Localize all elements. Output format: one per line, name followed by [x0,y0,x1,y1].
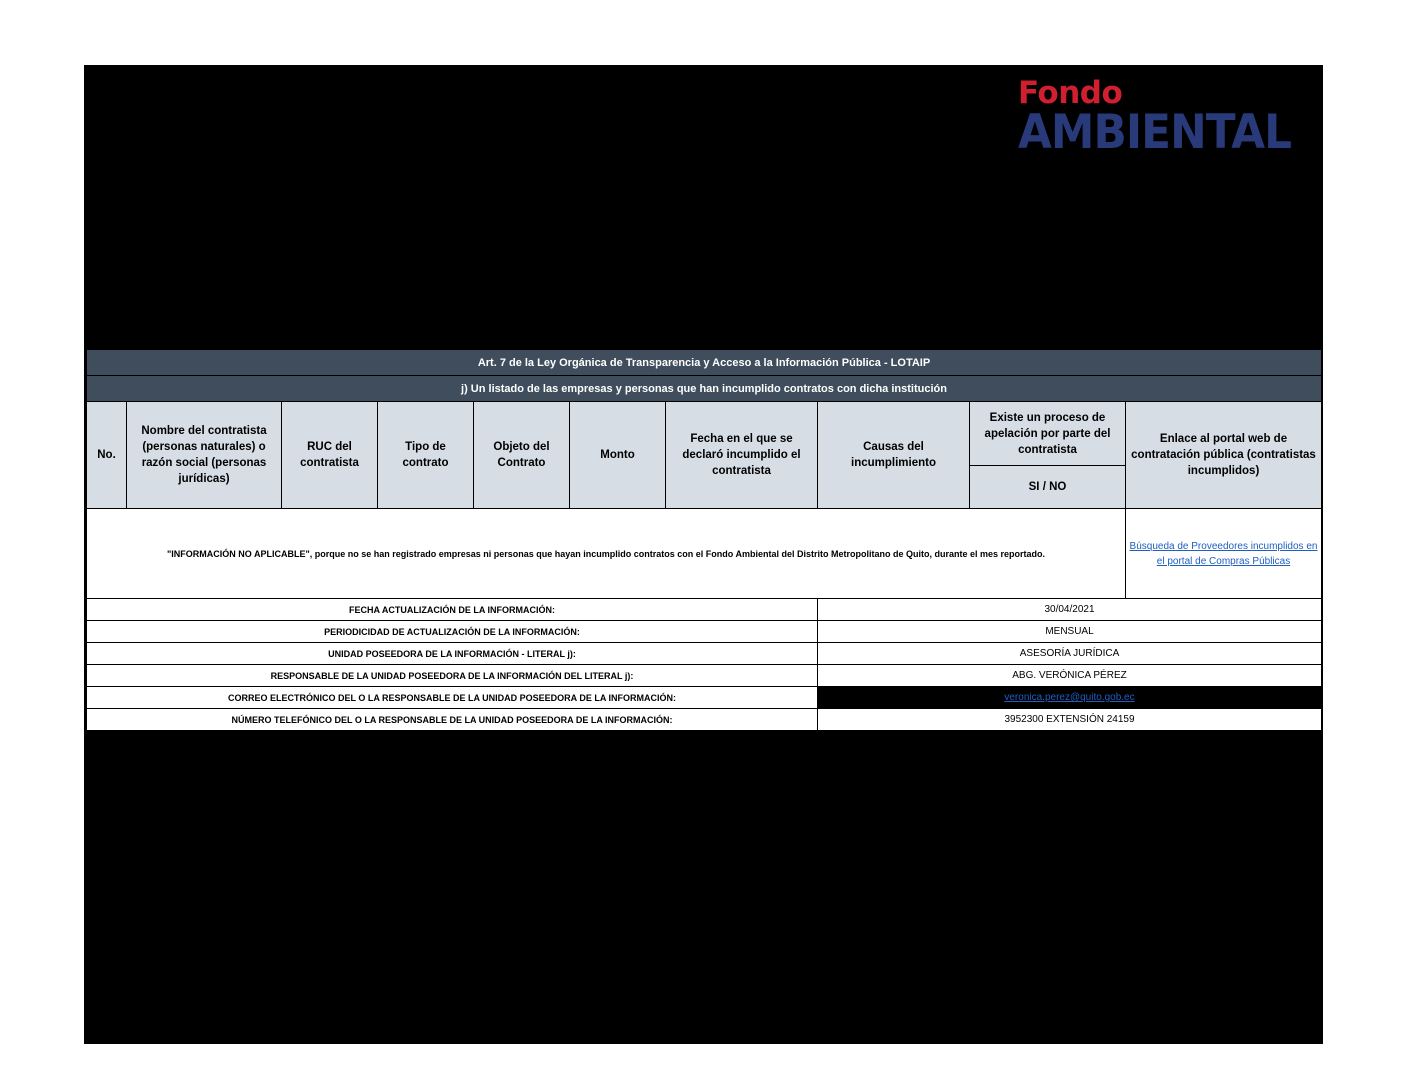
meta-value: 3952300 EXTENSIÓN 24159 [818,709,1322,731]
col-header-apelacion: Existe un proceso de apelación por parte del contratista [970,402,1126,466]
subtitle-row [87,376,1322,402]
table-subtitle: j) Un listado de las empresas y personas que han incumplido contratos con dicha institución [87,376,1322,402]
meta-row-fecha [87,599,1322,621]
meta-label: FECHA ACTUALIZACIÓN DE LA INFORMACIÓN: [87,599,818,621]
col-header-tipo: Tipo de contrato [378,402,474,509]
meta-row-telefono [87,709,1322,731]
meta-value-email [818,687,1322,709]
meta-value: 30/04/2021 [818,599,1322,621]
col-header-enlace: Enlace al portal web de contratación pública (contratistas incumplidos) [1126,402,1322,509]
header-row [87,402,1322,466]
meta-label: CORREO ELECTRÓNICO DEL O LA RESPONSABLE DE LA UNIDAD POSEEDORA DE LA INFORMACIÓN: [87,687,818,709]
note-row [87,509,1322,599]
meta-row-unidad [87,643,1322,665]
col-header-monto: Monto [570,402,666,509]
meta-row-periodicidad [87,621,1322,643]
meta-row-correo [87,687,1322,709]
meta-value: ASESORÍA JURÍDICA [818,643,1322,665]
meta-row-responsable [87,665,1322,687]
col-header-no: No. [87,402,127,509]
col-header-nombre: Nombre del contratista (personas naturales) o razón social (personas jurídicas) [127,402,282,509]
col-header-si-no: SI / NO [970,466,1126,509]
meta-label: RESPONSABLE DE LA UNIDAD POSEEDORA DE LA INFORMACIÓN DEL LITERAL j): [87,665,818,687]
meta-label: UNIDAD POSEEDORA DE LA INFORMACIÓN - LITERAL j): [87,643,818,665]
logo-line-fondo: Fondo [1018,75,1123,111]
fondo-ambiental-logo [1018,75,1308,160]
title-row [87,350,1322,376]
link-cell [1126,509,1322,599]
not-applicable-note: "INFORMACIÓN NO APLICABLE", porque no se han registrado empresas ni personas que hayan incumplido contratos con el Fondo Ambiental del Distrito Metropolitano de Quito, durante el mes reportado. [87,509,1126,599]
col-header-causas: Causas del incumplimiento [818,402,970,509]
lotaip-table [86,349,1322,731]
col-header-ruc: RUC del contratista [282,402,378,509]
logo-line-ambiental: AMBIENTAL [1018,105,1292,160]
meta-label: NÚMERO TELEFÓNICO DEL O LA RESPONSABLE DE LA UNIDAD POSEEDORA DE LA INFORMACIÓN: [87,709,818,731]
col-header-fecha: Fecha en el que se declaró incumplido el contratista [666,402,818,509]
email-link[interactable]: veronica.perez@quito.gob.ec [1004,692,1135,703]
meta-value: MENSUAL [818,621,1322,643]
meta-value: ABG. VERÓNICA PÉREZ [818,665,1322,687]
proveedores-incumplidos-link[interactable]: Búsqueda de Proveedores incumplidos en el portal de Compras Públicas [1129,540,1318,567]
table-title: Art. 7 de la Ley Orgánica de Transparencia y Acceso a la Información Pública - LOTAIP [87,350,1322,376]
meta-label: PERIODICIDAD DE ACTUALIZACIÓN DE LA INFORMACIÓN: [87,621,818,643]
col-header-objeto: Objeto del Contrato [474,402,570,509]
